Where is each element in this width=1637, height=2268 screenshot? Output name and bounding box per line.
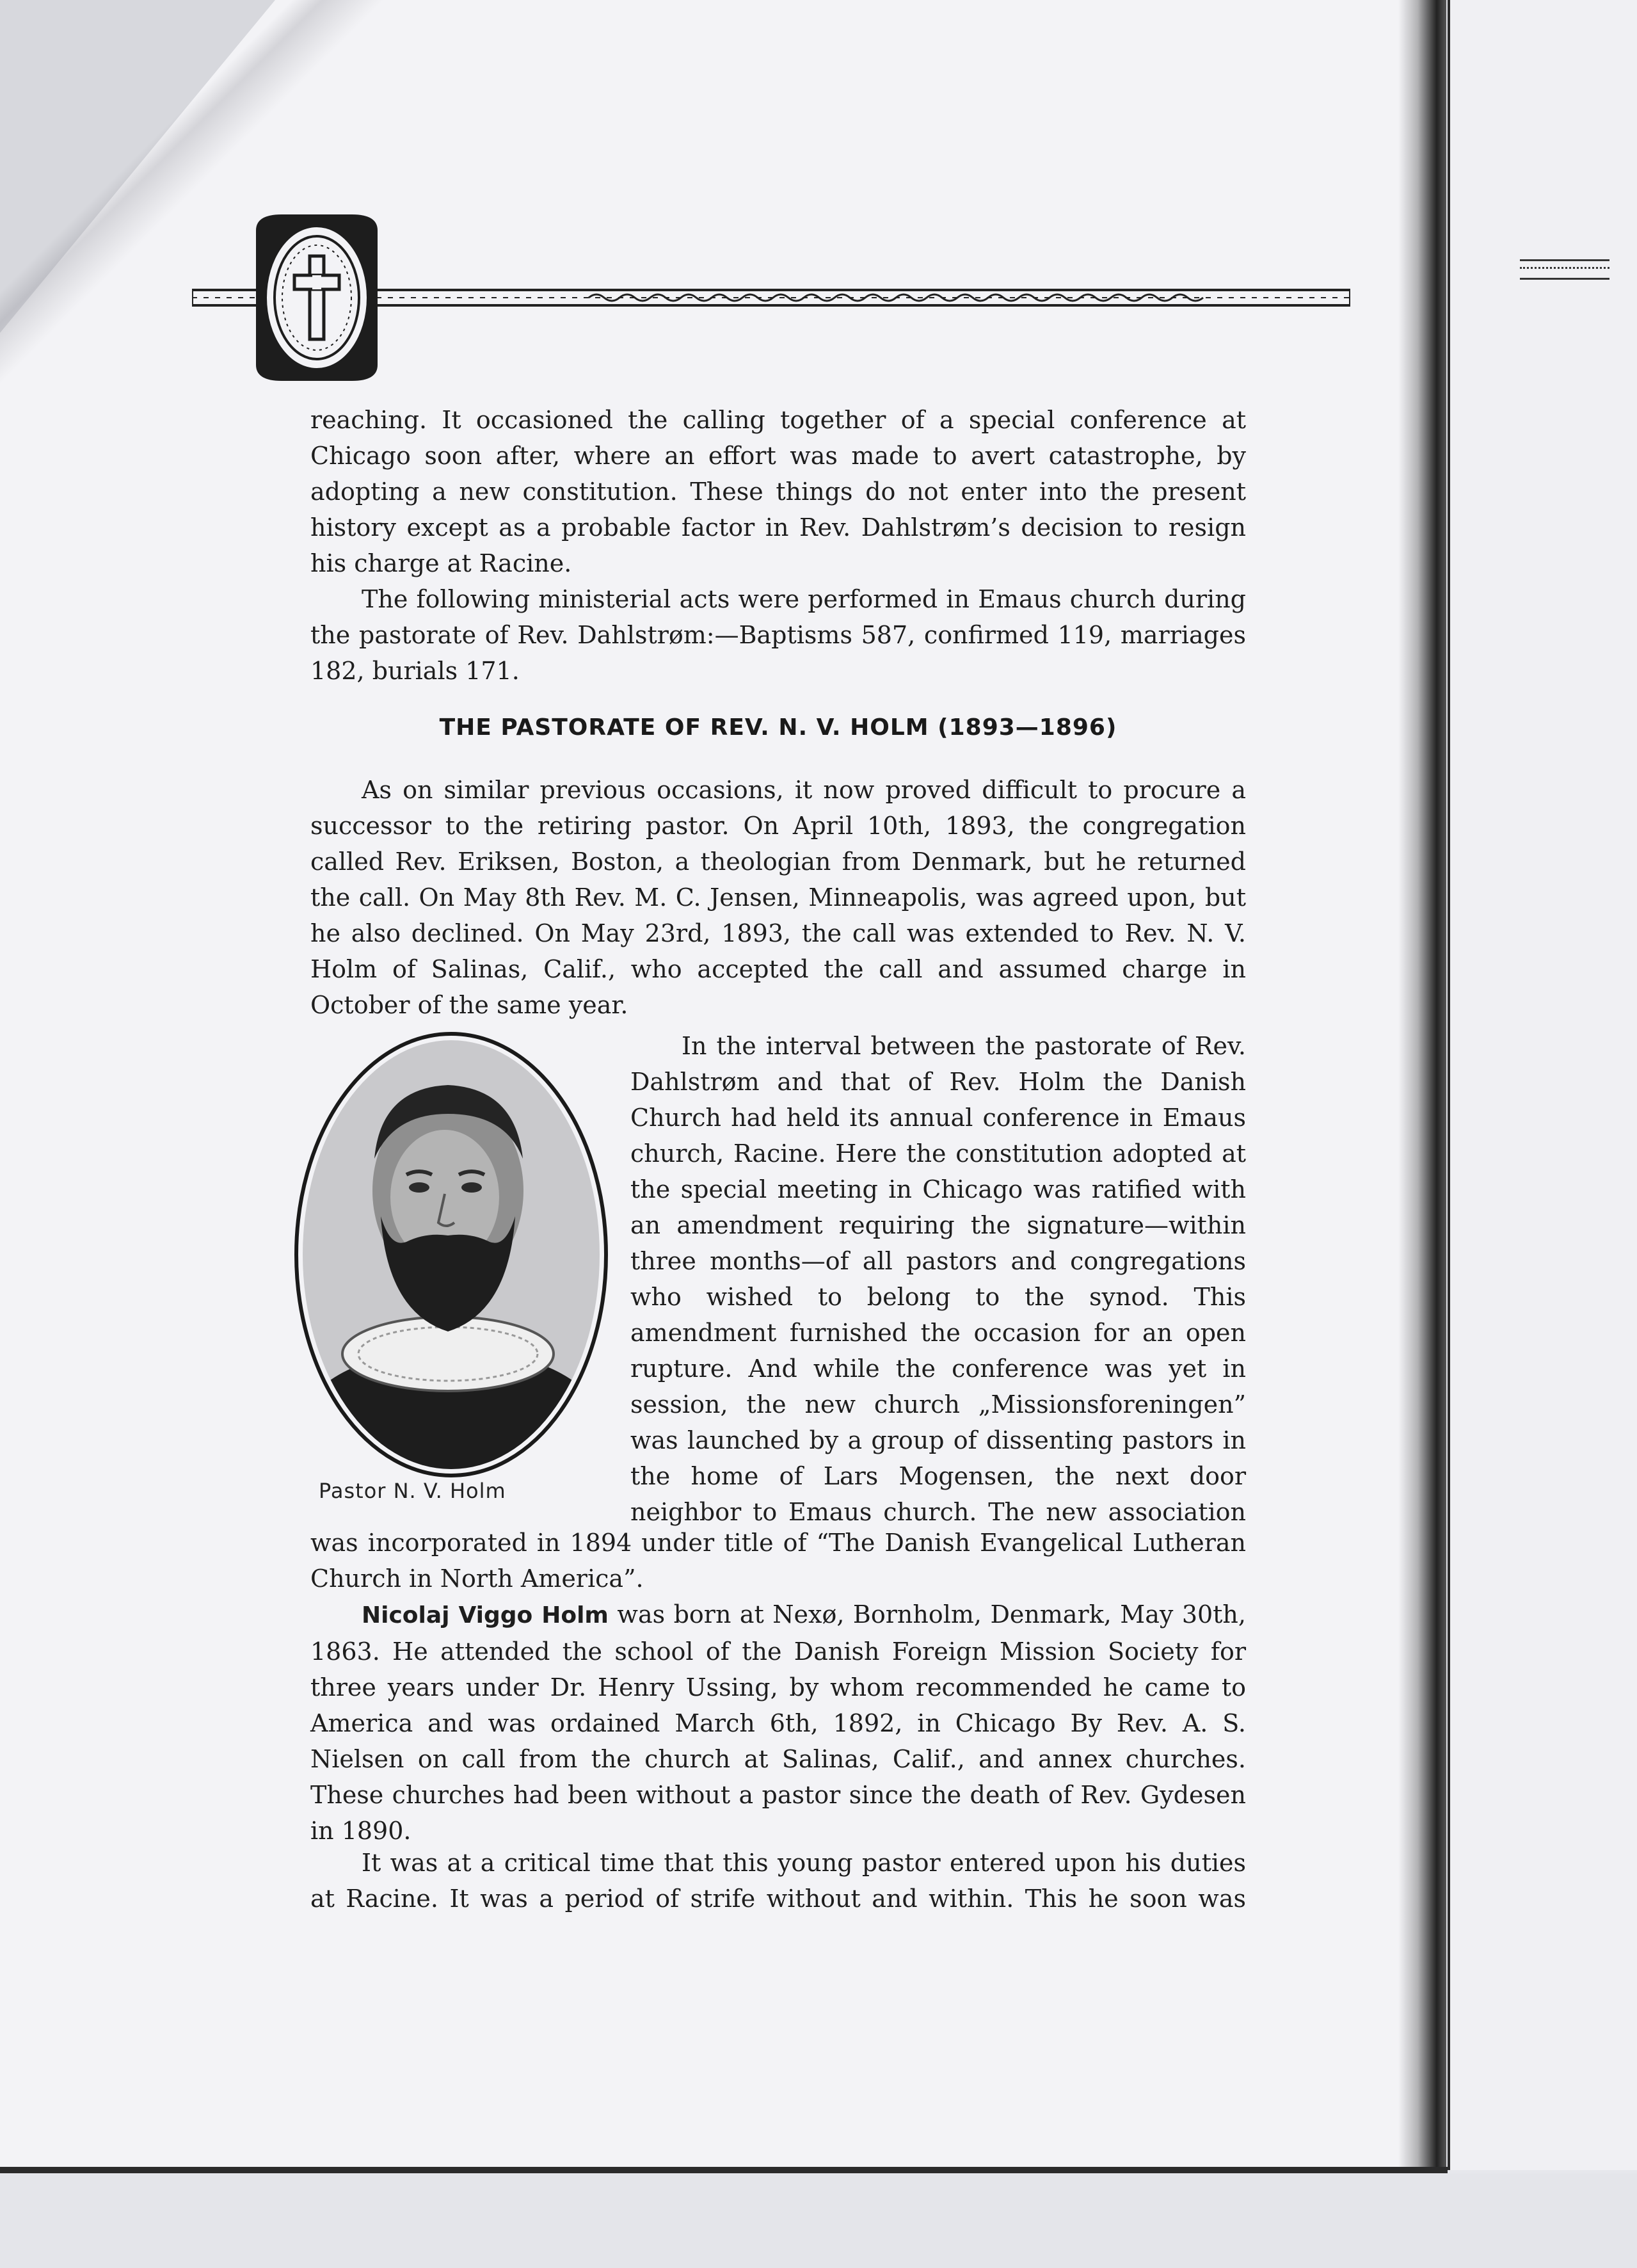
book-spine-shadow	[1398, 0, 1446, 2170]
paragraph-biography	[310, 1596, 1246, 1849]
text-block-biography	[310, 1596, 1246, 1849]
next-page-ornament	[1520, 259, 1609, 280]
portrait-photo-icon	[285, 1031, 618, 1479]
paragraph-interval: In the interval between the pastorate of Rev. Dahlstrøm and that of Rev. Holm the Danish Church had held its annual conference in Emaus church, Racine. Here the constitution adopted at the special meeting in Chicago was ratified with an amendment requiring the signature—within three months—of all pastors and congregations who wished to belong to the synod. This amendment furnished the occasion for an open rupture. And while the conference was yet in session, the new church „Missionsforeningen” was launched by a group of dissenting pastors in the home of Lars Mogensen, the next door neighbor to Emaus church. The new association	[630, 1032, 1246, 1526]
header-ornament	[192, 211, 1350, 384]
pastor-name: Nicolaj Viggo Holm	[362, 1602, 609, 1629]
paragraph-ministerial-acts: The following ministerial acts were performed in Emaus church during the pastorate of Rev. Dahlstrøm:—Baptisms 587, confirmed 119, marriages 182, burials 171.	[310, 585, 1246, 685]
page-bottom-edge	[0, 2167, 1448, 2173]
next-page-edge	[1448, 0, 1637, 2170]
paragraph-successor: As on similar previous occasions, it now proved difficult to procure a successor to the retiring pastor. On April 10th, 1893, the congregation called Rev. Eriksen, Boston, a theologian from Denmark, but he returned the call. On May 8th Rev. M. C. Jensen, Minneapolis, was agreed upon, but he also declined. On May 23rd, 1893, the call was extended to Rev. N. V. Holm of Salinas, Calif., who accepted the call and assumed charge in October of the same year.	[310, 776, 1246, 1019]
text-block-intro	[310, 402, 1246, 689]
paragraph-incorporation: was incorporated in 1894 under title of “The Danish Evangelical Lutheran Church in North America”.	[310, 1529, 1246, 1593]
text-block-critical-time	[310, 1845, 1246, 1917]
scan-background	[0, 2173, 1637, 2268]
biography-text: was born at Nexø, Bornholm, Denmark, May 30th, 1863. He attended the school of the Danish Foreign Mission Society for three years under Dr. Henry Ussing, by whom recommended he came to America and was ordained March 6th, 1892, in Chicago By Rev. A. S. Nielsen on call from the church at Salinas, Calif., and annex churches. These churches had been without a pastor since the death of Rev. Gydesen in 1890.	[310, 1600, 1246, 1845]
text-block-incorporation	[310, 1525, 1246, 1596]
paragraph-reaching: reaching. It occasioned the calling together of a special conference at Chicago soon after, where an effort was made to avert catastrophe, by adopting a new constitution. These things do not enter into the present history except as a probable factor in Rev. Dahlstrøm’s decision to resign his charge at Racine.	[310, 406, 1246, 577]
portrait-caption: Pastor N. V. Holm	[319, 1479, 506, 1503]
cross-medallion-icon	[243, 211, 390, 384]
text-block-interval	[630, 1028, 1246, 1530]
text-block-successor	[310, 772, 1246, 1023]
paragraph-critical-time: It was at a critical time that this young pastor entered upon his duties at Racine. It was a period of strife without and within. This he soon was	[310, 1849, 1246, 1913]
section-heading: THE PASTORATE OF REV. N. V. HOLM (1893—1896)	[439, 714, 1117, 741]
